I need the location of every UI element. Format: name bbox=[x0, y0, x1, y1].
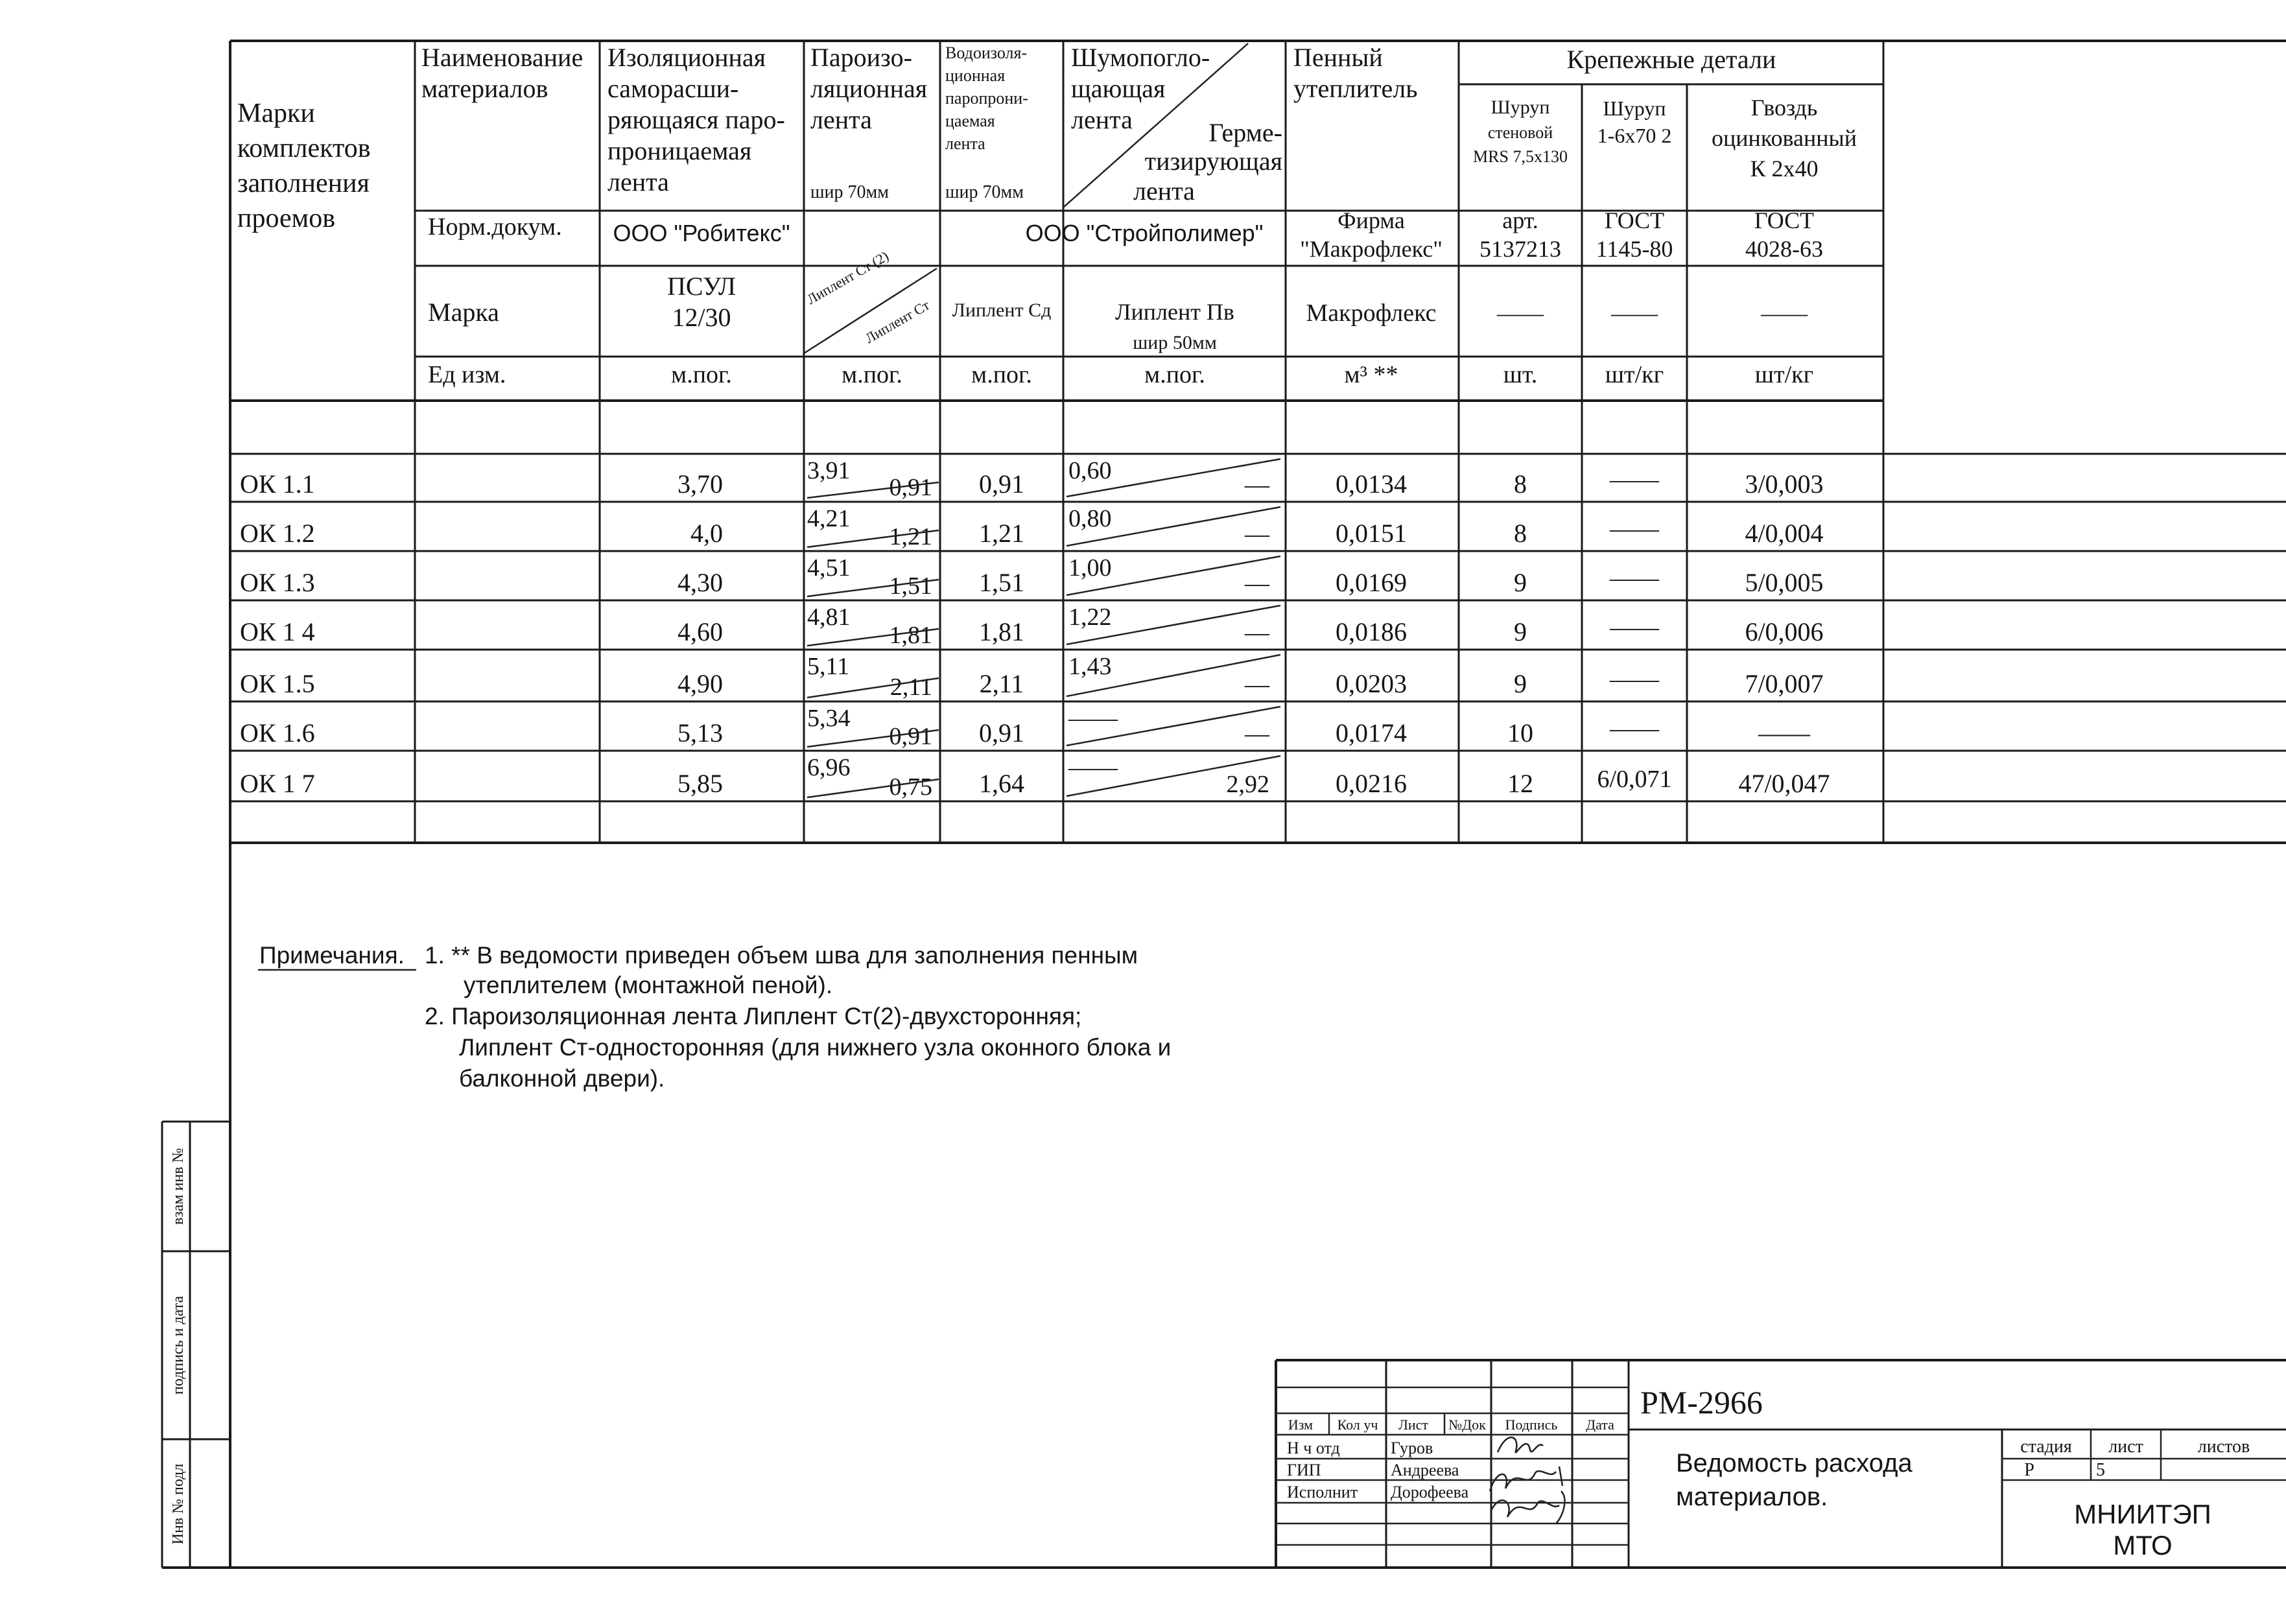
label-norm-doc: Норм.докум. bbox=[428, 213, 562, 241]
foam-unit: м³ ** bbox=[1344, 361, 1398, 388]
noise-mark-2: шир 50мм bbox=[1133, 332, 1217, 353]
header-col-psul bbox=[607, 43, 790, 388]
vapour-name-2: ляционная bbox=[810, 74, 928, 103]
vapour-width: шир 70мм bbox=[810, 182, 889, 202]
signature-3 bbox=[1491, 1491, 1564, 1524]
screw2-mark: —— bbox=[1611, 300, 1658, 326]
tb-sign: Подпись bbox=[1505, 1417, 1558, 1433]
doc-title-1: Ведомость расхода bbox=[1676, 1449, 1913, 1477]
cell-nail: 3/0,003 bbox=[1745, 469, 1824, 499]
cell-vapour-double: 5,11 bbox=[807, 653, 850, 680]
cell-psul: 4,30 bbox=[678, 568, 723, 597]
cell-waterproof: 0,91 bbox=[979, 469, 1024, 499]
screw1-norm-2: 5137213 bbox=[1479, 236, 1561, 262]
tb-stage-label: стадия bbox=[2020, 1437, 2072, 1457]
cell-psul: 3,70 bbox=[678, 469, 723, 499]
cell-noise: 1,43 bbox=[1068, 653, 1112, 680]
cell-sealing: 2,92 bbox=[1226, 771, 1269, 798]
tb-role-1: Н ч отд bbox=[1287, 1439, 1340, 1457]
nail-unit: шт/кг bbox=[1754, 361, 1814, 388]
tb-izm: Изм bbox=[1288, 1417, 1314, 1433]
org-name-1: МНИИТЭП bbox=[2074, 1499, 2211, 1529]
cell-waterproof: 1,51 bbox=[979, 568, 1024, 597]
stamp-sign-date: подпись и дата bbox=[170, 1295, 187, 1395]
noise-name-3: лента bbox=[1071, 105, 1133, 134]
vapour-mark-b: Липлент Ст bbox=[862, 296, 932, 347]
cell-vapour-single: 0,91 bbox=[889, 474, 932, 501]
cell-foam: 0,0216 bbox=[1336, 769, 1407, 798]
row-labels bbox=[421, 43, 583, 388]
cell-psul: 5,13 bbox=[678, 718, 723, 747]
cell-screw: —— bbox=[1610, 565, 1659, 592]
cell-screw: —— bbox=[1610, 715, 1659, 742]
vapour-name-3: лента bbox=[810, 105, 872, 134]
cell-nail: 6/0,006 bbox=[1745, 617, 1824, 646]
tb-sheet-label: лист bbox=[2108, 1437, 2143, 1457]
norm-stroypolimer: ООО "Стройполимер" bbox=[1025, 220, 1264, 246]
tb-stage: Р bbox=[2024, 1460, 2034, 1480]
doc-code: РМ-2966 bbox=[1640, 1384, 1763, 1420]
noise-name-1: Шумопогло- bbox=[1071, 43, 1210, 72]
sealing-name-1: Герме- bbox=[1208, 118, 1282, 147]
screw1-norm-1: арт. bbox=[1502, 207, 1538, 233]
cell-mark: ОК 1.1 bbox=[240, 469, 315, 499]
norm-robitex: ООО "Робитекс" bbox=[613, 220, 790, 246]
header-fasteners bbox=[1473, 45, 1857, 388]
nail-mark: —— bbox=[1761, 300, 1808, 326]
screw2-norm-1: ГОСТ bbox=[1604, 207, 1665, 233]
cell-vapour-double: 3,91 bbox=[807, 457, 851, 484]
label-unit: Ед изм. bbox=[428, 361, 506, 388]
nail-name-3: К 2х40 bbox=[1750, 156, 1819, 182]
label-mark: Марка bbox=[428, 298, 499, 327]
materials-table-body bbox=[240, 457, 1830, 801]
foam-norm-1: Фирма bbox=[1337, 207, 1405, 233]
note-2-line-1: 2. Пароизоляционная лента Липлент Ст(2)-двухсторонняя; bbox=[425, 1003, 1082, 1030]
foam-mark: Макрофлекс bbox=[1306, 300, 1437, 327]
cell-mark: ОК 1 7 bbox=[240, 769, 315, 798]
psul-name-1: Изоляционная bbox=[607, 43, 766, 72]
cell-sealing: — bbox=[1245, 570, 1269, 597]
header-col-noise-sealing bbox=[1071, 43, 1282, 388]
cell-psul: 4,90 bbox=[678, 669, 723, 698]
cell-vapour-double: 5,34 bbox=[807, 705, 851, 732]
cell-waterproof: 2,11 bbox=[979, 669, 1024, 698]
note-1-line-1: 1. ** В ведомости приведен объем шва для заполнения пенным bbox=[425, 942, 1138, 969]
header-marks-line-1: Марки bbox=[237, 99, 315, 128]
vapour-mark-a: Липлент Ст (2) bbox=[804, 248, 891, 308]
cell-foam: 0,0186 bbox=[1336, 617, 1407, 646]
header-col-foam bbox=[1293, 43, 1443, 388]
cell-sealing: — bbox=[1245, 521, 1269, 548]
cell-vapour-double: 6,96 bbox=[807, 754, 851, 781]
cell-nail: 7/0,007 bbox=[1745, 669, 1824, 698]
nail-norm-2: 4028-63 bbox=[1745, 236, 1823, 262]
cell-noise: 0,60 bbox=[1068, 457, 1112, 484]
cell-mark: ОК 1.5 bbox=[240, 669, 315, 698]
screw2-name-1: Шуруп bbox=[1603, 97, 1666, 120]
cell-vapour-single: 2,11 bbox=[890, 674, 932, 701]
cell-waterproof: 1,64 bbox=[979, 769, 1024, 798]
stamp-replace-inv: взам инв № bbox=[170, 1147, 187, 1225]
psul-name-5: лента bbox=[607, 167, 669, 196]
cell-vapour-single: 1,81 bbox=[889, 622, 932, 649]
cell-waterproof: 0,91 bbox=[979, 718, 1024, 747]
cell-screw: 6/0,071 bbox=[1597, 766, 1672, 793]
cell-waterproof: 1,21 bbox=[979, 519, 1024, 548]
cell-screw-wall: 10 bbox=[1507, 718, 1533, 747]
cell-screw: —— bbox=[1610, 666, 1659, 693]
marks-column-header bbox=[237, 99, 371, 233]
noise-unit: м.пог. bbox=[1144, 361, 1205, 388]
notes-block bbox=[258, 942, 1171, 1092]
signature-2 bbox=[1490, 1466, 1562, 1491]
sealing-name-2: тизирующая bbox=[1144, 147, 1282, 176]
cell-screw: —— bbox=[1610, 614, 1659, 641]
psul-mark-1: ПСУЛ bbox=[667, 272, 736, 301]
cell-screw-wall: 9 bbox=[1514, 669, 1527, 698]
cell-foam: 0,0174 bbox=[1336, 718, 1407, 747]
cell-vapour-single: 1,51 bbox=[889, 572, 932, 600]
cell-mark: ОК 1.6 bbox=[240, 718, 315, 747]
tb-role-2: ГИП bbox=[1287, 1461, 1321, 1479]
tb-sheets-label: листов bbox=[2197, 1437, 2250, 1457]
psul-name-3: ряющаяся паро- bbox=[607, 105, 785, 134]
cell-foam: 0,0169 bbox=[1336, 568, 1407, 597]
tb-person-3: Дорофеева bbox=[1391, 1483, 1469, 1501]
cell-noise: —— bbox=[1068, 705, 1118, 732]
cell-psul: 4,60 bbox=[678, 617, 723, 646]
cell-screw-wall: 9 bbox=[1514, 568, 1527, 597]
cell-mark: ОК 1.3 bbox=[240, 568, 315, 597]
label-name-1: Наименование bbox=[421, 43, 583, 72]
cell-noise: 0,80 bbox=[1068, 505, 1112, 532]
cell-screw-wall: 8 bbox=[1514, 519, 1527, 548]
tb-kol: Кол уч bbox=[1337, 1417, 1378, 1433]
header-marks-line-4: проемов bbox=[237, 204, 336, 233]
cell-sealing: — bbox=[1245, 619, 1269, 646]
psul-name-2: саморасши- bbox=[607, 74, 739, 103]
water-unit: м.пог. bbox=[971, 361, 1032, 388]
screw1-mark: —— bbox=[1497, 300, 1544, 326]
cell-mark: ОК 1.2 bbox=[240, 519, 315, 548]
water-width: шир 70мм bbox=[945, 182, 1024, 202]
cell-sealing: — bbox=[1245, 471, 1269, 499]
noise-name-2: щающая bbox=[1071, 74, 1166, 103]
foam-norm-2: "Макрофлекс" bbox=[1300, 236, 1443, 262]
doc-title-2: материалов. bbox=[1676, 1483, 1828, 1511]
signature-1 bbox=[1498, 1437, 1543, 1452]
cell-noise: —— bbox=[1068, 754, 1118, 781]
cell-screw: —— bbox=[1610, 515, 1659, 543]
screw1-name-1: Шуруп bbox=[1491, 97, 1550, 118]
tb-person-2: Андреева bbox=[1391, 1461, 1459, 1479]
cell-nail: 47/0,047 bbox=[1738, 769, 1830, 798]
cell-sealing: — bbox=[1245, 720, 1269, 747]
screw1-name-2: стеновой bbox=[1487, 123, 1553, 142]
foam-name-2: утеплитель bbox=[1293, 74, 1418, 103]
noise-mark-1: Липлент Пв bbox=[1115, 299, 1234, 325]
header-marks-line-2: комплектов bbox=[237, 134, 371, 163]
tb-ndoc: №Док bbox=[1448, 1417, 1486, 1433]
tb-date: Дата bbox=[1586, 1417, 1614, 1433]
cell-vapour-double: 4,81 bbox=[807, 604, 851, 631]
cell-waterproof: 1,81 bbox=[979, 617, 1024, 646]
cell-vapour-double: 4,21 bbox=[807, 505, 851, 532]
fasteners-title: Крепежные детали bbox=[1566, 45, 1776, 74]
note-2-line-2: Липлент Ст-односторонняя (для нижнего узла оконного блока и bbox=[459, 1034, 1172, 1061]
cell-foam: 0,0203 bbox=[1336, 669, 1407, 698]
cell-screw-wall: 12 bbox=[1507, 769, 1533, 798]
tb-sheet: 5 bbox=[2096, 1460, 2105, 1480]
cell-nail: 4/0,004 bbox=[1745, 519, 1824, 548]
cell-foam: 0,0134 bbox=[1336, 469, 1407, 499]
tb-role-3: Исполнит bbox=[1287, 1483, 1358, 1501]
nail-name-2: оцинкованный bbox=[1712, 125, 1857, 151]
cell-screw: —— bbox=[1610, 466, 1659, 493]
cell-noise: 1,22 bbox=[1068, 604, 1112, 631]
cell-psul: 4,0 bbox=[690, 519, 723, 548]
water-mark: Липлент Сд bbox=[952, 300, 1052, 321]
label-name-2: материалов bbox=[421, 74, 548, 103]
cell-vapour-single: 0,75 bbox=[889, 773, 932, 801]
sealing-name-3: лента bbox=[1133, 176, 1195, 206]
note-1-line-2: утеплителем (монтажной пеной). bbox=[464, 972, 833, 998]
cell-screw-wall: 8 bbox=[1514, 469, 1527, 499]
cell-vapour-single: 0,91 bbox=[889, 723, 932, 750]
tb-person-1: Гуров bbox=[1391, 1439, 1433, 1457]
screw1-name-3: MRS 7,5x130 bbox=[1473, 147, 1568, 166]
screw2-name-2: 1-6х70 2 bbox=[1597, 124, 1672, 147]
nail-norm-1: ГОСТ bbox=[1754, 207, 1815, 233]
cell-mark: ОК 1 4 bbox=[240, 617, 315, 646]
header-marks-line-3: заполнения bbox=[237, 169, 370, 198]
cell-vapour-single: 1,21 bbox=[889, 523, 932, 550]
water-name-3: паропрони- bbox=[945, 89, 1028, 108]
nail-name-1: Гвоздь bbox=[1750, 95, 1818, 121]
cell-noise: 1,00 bbox=[1068, 554, 1112, 582]
water-name-1: Водоизоля- bbox=[945, 43, 1028, 62]
cell-foam: 0,0151 bbox=[1336, 519, 1407, 548]
screw2-norm-2: 1145-80 bbox=[1596, 236, 1673, 262]
stamp-inv-orig: Инв № подл bbox=[170, 1463, 187, 1545]
vapour-name-1: Пароизо- bbox=[810, 43, 912, 72]
tb-list: Лист bbox=[1398, 1417, 1429, 1433]
water-name-4: цаемая bbox=[945, 112, 995, 130]
screw1-unit: шт. bbox=[1503, 361, 1538, 388]
header-col-vapour-tape bbox=[804, 43, 932, 388]
foam-name-1: Пенный bbox=[1293, 43, 1383, 72]
psul-name-4: проницаемая bbox=[607, 136, 752, 165]
cell-nail: —— bbox=[1758, 718, 1810, 747]
side-stamp bbox=[162, 1122, 230, 1568]
notes-label: Примечания. bbox=[259, 942, 405, 969]
cell-psul: 5,85 bbox=[678, 769, 723, 798]
cell-vapour-double: 4,51 bbox=[807, 554, 851, 582]
psul-mark-2: 12/30 bbox=[672, 303, 731, 332]
cell-sealing: — bbox=[1245, 671, 1269, 698]
sheet-frame bbox=[162, 41, 2286, 1568]
cell-nail: 5/0,005 bbox=[1745, 568, 1824, 597]
note-2-line-3: балконной двери). bbox=[459, 1065, 665, 1092]
org-name-2: МТО bbox=[2113, 1530, 2173, 1560]
vapour-unit: м.пог. bbox=[842, 361, 902, 388]
title-block bbox=[1276, 1360, 2286, 1568]
water-name-2: ционная bbox=[945, 66, 1006, 85]
cell-screw-wall: 9 bbox=[1514, 617, 1527, 646]
water-name-5: лента bbox=[945, 134, 985, 153]
psul-unit: м.пог. bbox=[671, 361, 732, 388]
screw2-unit: шт/кг bbox=[1605, 361, 1664, 388]
header-col-waterproof-tape bbox=[945, 43, 1051, 388]
